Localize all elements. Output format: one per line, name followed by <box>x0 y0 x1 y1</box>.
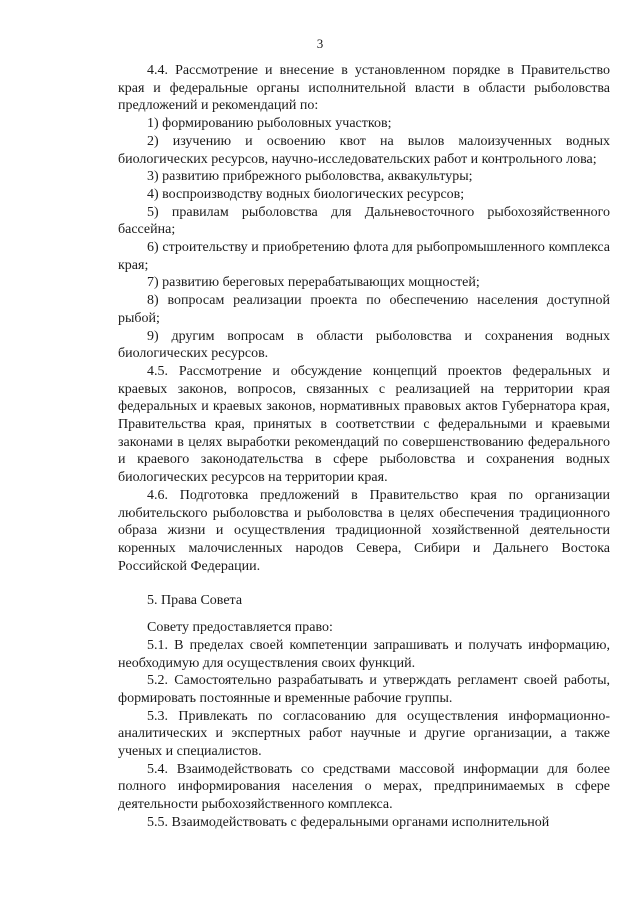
list-item-8: 8) вопросам реализации проекта по обеспечению населения доступной рыбой; <box>118 293 610 326</box>
paragraph-4-6: 4.6. Подготовка предложений в Правительство края по организации любительского рыболовства и рыболовства в целях обеспечения традиционного образа жизни и осуществления традиционной хозяйственной деятельности коренных малочисленных народов Севера, Сибири и Дальнего Востока Российской Федерации. <box>118 487 610 574</box>
paragraph-5-3: 5.3. Привлекать по согласованию для осуществления информационно-аналитических и экспертных работ научные и другие организации, а также ученых и специалистов. <box>118 708 610 760</box>
document-body <box>118 62 610 832</box>
paragraph-4-5: 4.5. Рассмотрение и обсуждение концепций проектов федеральных и краевых законов, вопросов, связанных с реализацией на территории края федеральных и краевых законов, нормативных правовых актов Губернатора края, Правительства края, принятых в соответствии с федеральными и краевыми законами в целях выработки рекомендаций по совершенствованию федерального и краевого законодательства в сфере рыболовства и сохранения водных биологических ресурсов на территории края. <box>118 363 610 486</box>
list-item-3: 3) развитию прибрежного рыболовства, аквакультуры; <box>147 169 473 185</box>
paragraph-5-1: 5.1. В пределах своей компетенции запрашивать и получать информацию, необходимую для осуществления своих функций. <box>118 637 610 671</box>
section-heading: 5. Права Совета <box>147 593 243 609</box>
paragraph-5-5: 5.5. Взаимодействовать с федеральными органами исполнительной <box>147 814 550 830</box>
paragraph-5-4: 5.4. Взаимодействовать со средствами массовой информации для более полного информирования населения о мерах, предпринимаемых в сфере деятельности рыбохозяйственного комплекса. <box>118 761 610 813</box>
page-number: 3 <box>316 36 324 51</box>
list-item-2: 2) изучению и освоению квот на вылов малоизученных водных биологических ресурсов, научно-исследовательских работ и контрольного лова; <box>118 133 610 167</box>
list-item-1: 1) формированию рыболовных участков; <box>147 116 392 132</box>
paragraph-4-4: 4.4. Рассмотрение и внесение в установленном порядке в Правительство края и федеральные органы исполнительной власти в области рыболовства предложений и рекомендаций по: <box>118 63 610 114</box>
list-item-9: 9) другим вопросам в области рыболовства и сохранения водных биологических ресурсов. <box>118 328 610 362</box>
list-item-4: 4) воспроизводству водных биологических ресурсов; <box>147 186 465 202</box>
section-intro: Совету предоставляется право: <box>147 620 333 636</box>
paragraph-5-2: 5.2. Самостоятельно разрабатывать и утверждать регламент своей работы, формировать постоянные и временные рабочие группы. <box>118 673 610 706</box>
list-item-7: 7) развитию береговых перерабатывающих мощностей; <box>147 275 480 291</box>
list-item-5: 5) правилам рыболовства для Дальневосточного рыбохозяйственного бассейна; <box>118 204 610 238</box>
list-item-6: 6) строительству и приобретению флота для рыбопромышленного комплекса края; <box>118 240 610 273</box>
